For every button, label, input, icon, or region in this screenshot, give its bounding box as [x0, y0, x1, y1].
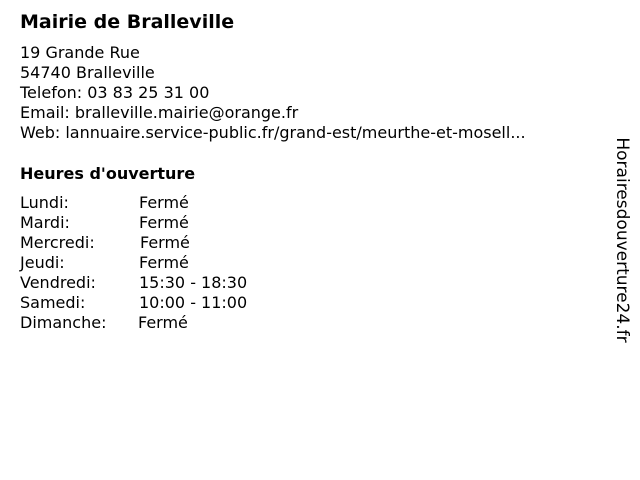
day-hours: 15:30 - 18:30 — [139, 273, 248, 292]
opening-hours-heading: Heures d'ouverture — [20, 164, 196, 183]
day-label: Lundi: — [20, 193, 69, 212]
day-label: Mercredi: — [20, 233, 95, 252]
hours-row-thursday — [20, 253, 320, 273]
hours-row-saturday — [20, 293, 320, 313]
email-address: Email: bralleville.mairie@orange.fr — [20, 103, 299, 122]
street-address: 19 Grande Rue — [20, 43, 140, 62]
opening-hours-list — [20, 193, 320, 333]
postal-city: 54740 Bralleville — [20, 63, 155, 82]
day-hours: Fermé — [139, 253, 189, 272]
day-hours: Fermé — [138, 313, 188, 332]
hours-row-tuesday — [20, 213, 320, 233]
hours-row-wednesday — [20, 233, 320, 253]
phone-number: Telefon: 03 83 25 31 00 — [20, 83, 210, 102]
hours-row-friday — [20, 273, 320, 293]
day-label: Vendredi: — [20, 273, 96, 292]
hours-row-sunday — [20, 313, 320, 333]
day-label: Mardi: — [20, 213, 70, 232]
hours-row-monday — [20, 193, 320, 213]
day-hours: Fermé — [139, 193, 189, 212]
day-label: Jeudi: — [20, 253, 65, 272]
day-hours: 10:00 - 11:00 — [139, 293, 248, 312]
brand-watermark: Horairesdouverture24.fr — [612, 137, 632, 343]
contact-block — [20, 43, 526, 143]
website-url: Web: lannuaire.service-public.fr/grand-est/meurthe-et-mosell... — [20, 123, 526, 142]
day-hours: Fermé — [140, 233, 190, 252]
day-label: Samedi: — [20, 293, 86, 312]
page-title: Mairie de Bralleville — [20, 11, 235, 33]
day-label: Dimanche: — [20, 313, 107, 332]
day-hours: Fermé — [139, 213, 189, 232]
